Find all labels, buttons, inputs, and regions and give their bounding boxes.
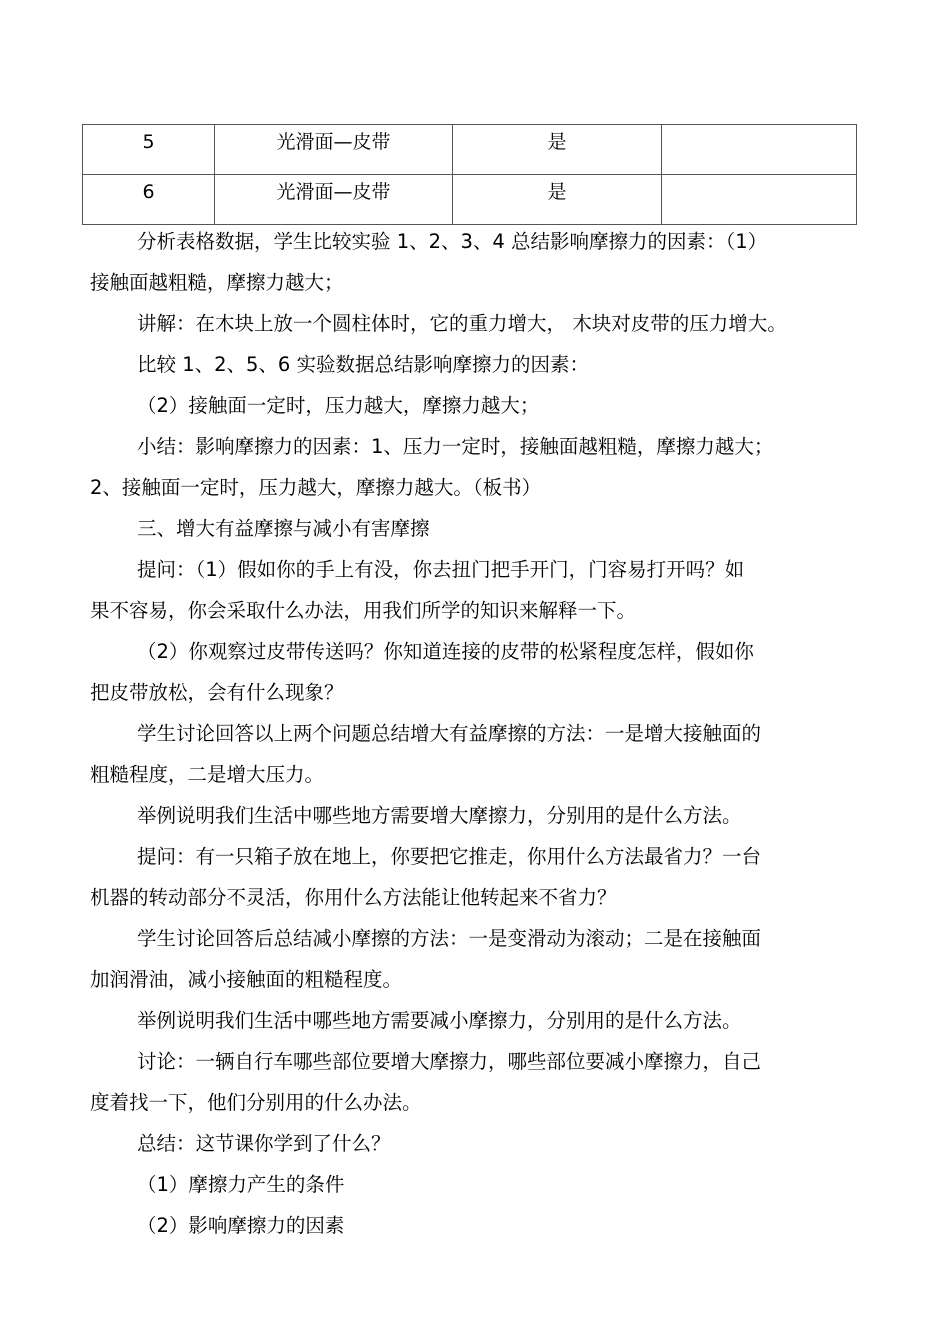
table-row bbox=[83, 175, 857, 225]
paragraph-line: 讲解：在木块上放一个圆柱体时，它的重力增大， 木块对皮带的压力增大。 bbox=[137, 312, 787, 335]
table-cell-surface: 光滑面—皮带 bbox=[215, 125, 453, 175]
paragraph-line: 学生讨论回答以上两个问题总结增大有益摩擦的方法：一是增大接触面的 bbox=[137, 722, 762, 745]
paragraph-line: 提问：有一只箱子放在地上，你要把它推走，你用什么方法最省力？一台 bbox=[137, 845, 762, 868]
paragraph-line: 讨论：一辆自行车哪些部位要增大摩擦力，哪些部位要减小摩擦力，自己 bbox=[137, 1050, 762, 1073]
paragraph-line: 举例说明我们生活中哪些地方需要减小摩擦力，分别用的是什么方法。 bbox=[137, 1009, 742, 1032]
table-cell-added: 是 bbox=[453, 125, 662, 175]
paragraph-line: （2）你观察过皮带传送吗？你知道连接的皮带的松紧程度怎样，假如你 bbox=[137, 640, 754, 663]
paragraph-line: 接触面越粗糙，摩擦力越大； bbox=[90, 271, 344, 294]
body-text bbox=[90, 221, 860, 1246]
table-cell-surface: 光滑面—皮带 bbox=[215, 175, 453, 225]
table-cell-added: 是 bbox=[453, 175, 662, 225]
paragraph-line: 机器的转动部分不灵活，你用什么方法能让他转起来不省力？ bbox=[90, 886, 617, 909]
paragraph-line: 加润滑油，减小接触面的粗糙程度。 bbox=[90, 968, 403, 991]
table-cell-empty bbox=[662, 175, 857, 225]
paragraph-line: 比较 1、2、5、6 实验数据总结影响摩擦力的因素： bbox=[137, 353, 590, 376]
paragraph-line: （2）接触面一定时，压力越大，摩擦力越大； bbox=[137, 394, 540, 417]
paragraph-line: 果不容易，你会采取什么办法，用我们所学的知识来解释一下。 bbox=[90, 599, 637, 622]
list-item: （2）影响摩擦力的因素 bbox=[137, 1214, 345, 1237]
table-cell-empty bbox=[662, 125, 857, 175]
paragraph-line: 度着找一下，他们分别用的什么办法。 bbox=[90, 1091, 422, 1114]
paragraph-line: 把皮带放松，会有什么现象？ bbox=[90, 681, 344, 704]
table-row bbox=[83, 125, 857, 175]
section-heading: 三、增大有益摩擦与减小有害摩擦 bbox=[137, 517, 430, 540]
paragraph-line: 分析表格数据，学生比较实验 1、2、3、4 总结影响摩擦力的因素：（1） bbox=[137, 230, 768, 253]
list-item: （1）摩擦力产生的条件 bbox=[137, 1173, 345, 1196]
paragraph-line: 总结：这节课你学到了什么？ bbox=[137, 1132, 391, 1155]
paragraph-line: 提问：（1）假如你的手上有没，你去扭门把手开门，门容易打开吗？如 bbox=[137, 558, 745, 581]
table-cell-number: 5 bbox=[83, 125, 215, 175]
paragraph-line: 学生讨论回答后总结减小摩擦的方法：一是变滑动为滚动；二是在接触面 bbox=[137, 927, 762, 950]
experiment-table bbox=[82, 124, 857, 225]
paragraph-line: 举例说明我们生活中哪些地方需要增大摩擦力，分别用的是什么方法。 bbox=[137, 804, 742, 827]
table-cell-number: 6 bbox=[83, 175, 215, 225]
paragraph-line: 2、接触面一定时，压力越大，摩擦力越大。（板书） bbox=[90, 476, 542, 499]
paragraph-line: 小结：影响摩擦力的因素：1、压力一定时，接触面越粗糙，摩擦力越大； bbox=[137, 435, 774, 458]
paragraph-line: 粗糙程度，二是增大压力。 bbox=[90, 763, 325, 786]
